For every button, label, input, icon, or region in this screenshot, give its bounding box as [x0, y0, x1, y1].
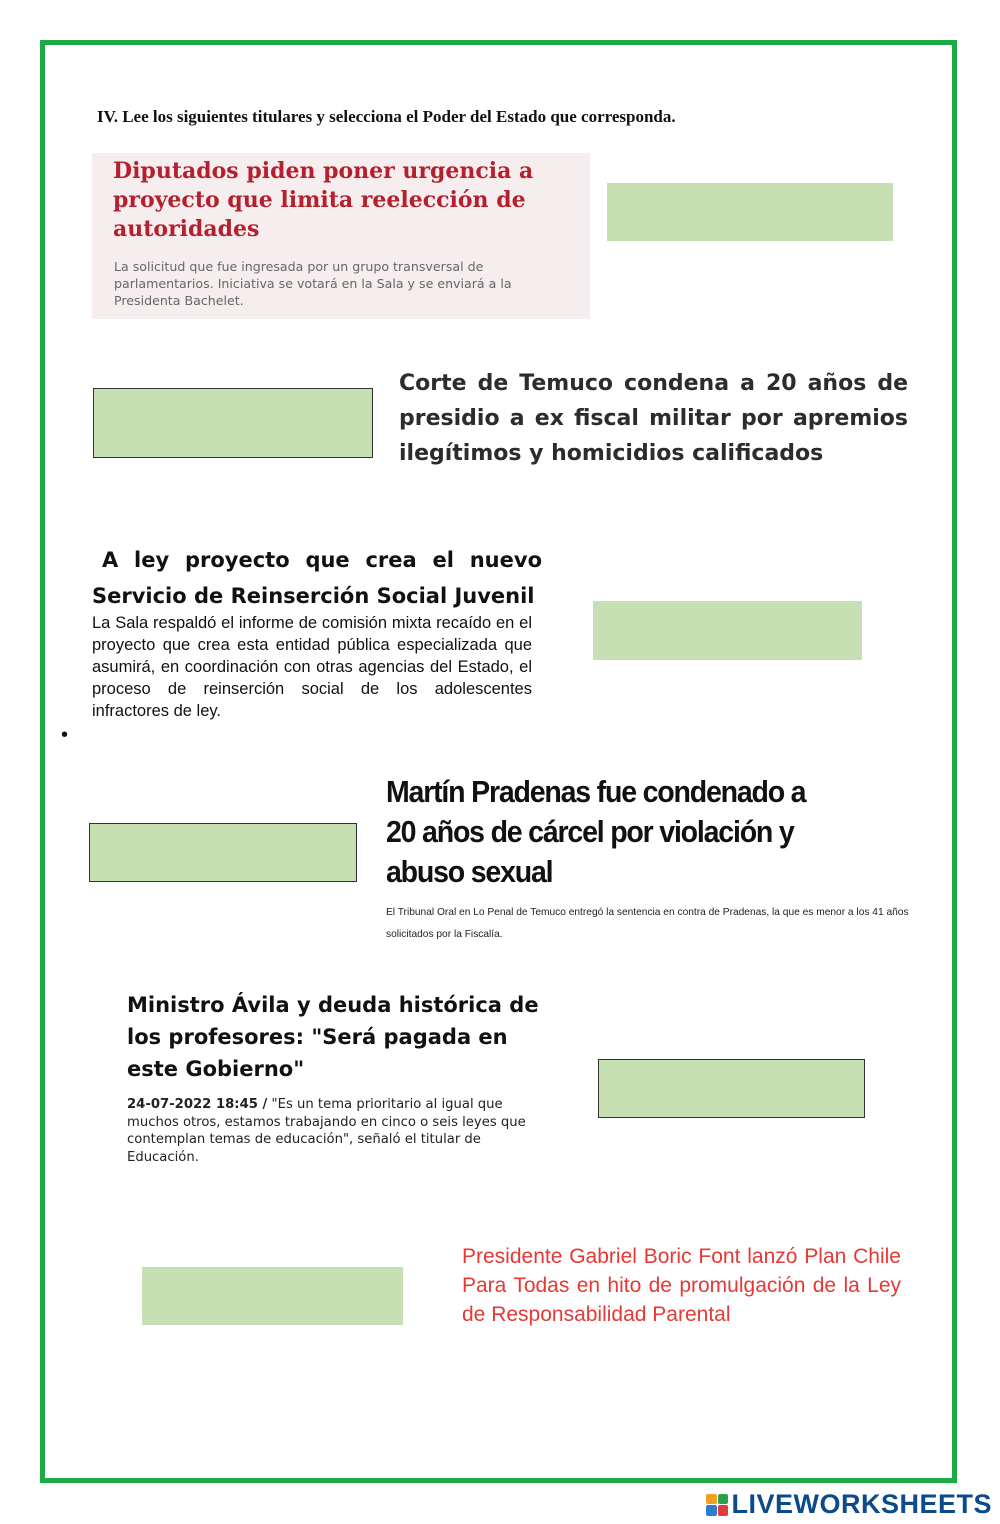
liveworksheets-logo-text: LIVEWORKSHEETS [731, 1489, 992, 1519]
answer-dropdown-6[interactable] [142, 1267, 403, 1325]
headline-5-summary [127, 1096, 557, 1166]
bullet-marker: • [61, 724, 69, 746]
headline-6-title: Presidente Gabriel Boric Font lanzó Plan Chile Para Todas en hito de promulgación de la Ley de Responsabilidad Parental [462, 1245, 901, 1326]
headline-3-summary: La Sala respaldó el informe de comisión mixta recaído en el proyecto que crea esta entidad pública especializada que asumirá, en coordinación con otras agencias del Estado, el proceso de reinserción social de los adolescentes infractores de ley. [92, 614, 532, 720]
liveworksheets-logo-icon [706, 1494, 728, 1516]
headline-4-title: Martín Pradenas fue condenado a 20 años de cárcel por violación y abuso sexual [386, 774, 806, 889]
headline-3-title [92, 542, 542, 614]
answer-dropdown-4[interactable] [89, 823, 357, 882]
headline-2-title: Corte de Temuco condena a 20 años de presidio a ex fiscal militar por apremios ilegítimos y homicidios calificados [399, 371, 908, 466]
headline-1-title: Diputados piden poner urgencia a proyecto que limita reelección de autoridades [113, 158, 534, 242]
answer-dropdown-2[interactable] [93, 388, 373, 458]
answer-dropdown-5[interactable] [598, 1059, 865, 1118]
instruction-heading: IV. Lee los siguientes titulares y selecciona el Poder del Estado que corresponda. [97, 107, 676, 126]
headline-1-summary: La solicitud que fue ingresada por un grupo transversal de parlamentarios. Iniciativa se votará en la Sala y se enviará a la Presidenta Bachelet. [114, 259, 512, 308]
headline-5-summary-text: "Es un tema prioritario al igual que muchos otros, estamos trabajando en cinco o seis leyes que contemplan temas de educación", señaló el titular de Educación. [127, 1097, 526, 1165]
headline-card-1 [92, 153, 590, 319]
headline-4-summary: El Tribunal Oral en Lo Penal de Temuco entregó la sentencia en contra de Pradenas, la que es menor a los 41 años solicitados por la Fiscalía. [386, 907, 909, 940]
answer-dropdown-1[interactable] [607, 183, 893, 241]
answer-dropdown-3[interactable] [593, 601, 862, 660]
headline-5-date: 24-07-2022 18:45 / [127, 1097, 268, 1112]
headline-3-title-line-1: A ley proyecto que crea el nuevo [102, 548, 542, 572]
headline-3-title-line-2: Servicio de Reinserción Social Juvenil [92, 584, 535, 608]
headline-5-title: Ministro Ávila y deuda histórica de los profesores: "Será pagada en este Gobierno" [127, 993, 539, 1081]
liveworksheets-brand [706, 1489, 992, 1520]
